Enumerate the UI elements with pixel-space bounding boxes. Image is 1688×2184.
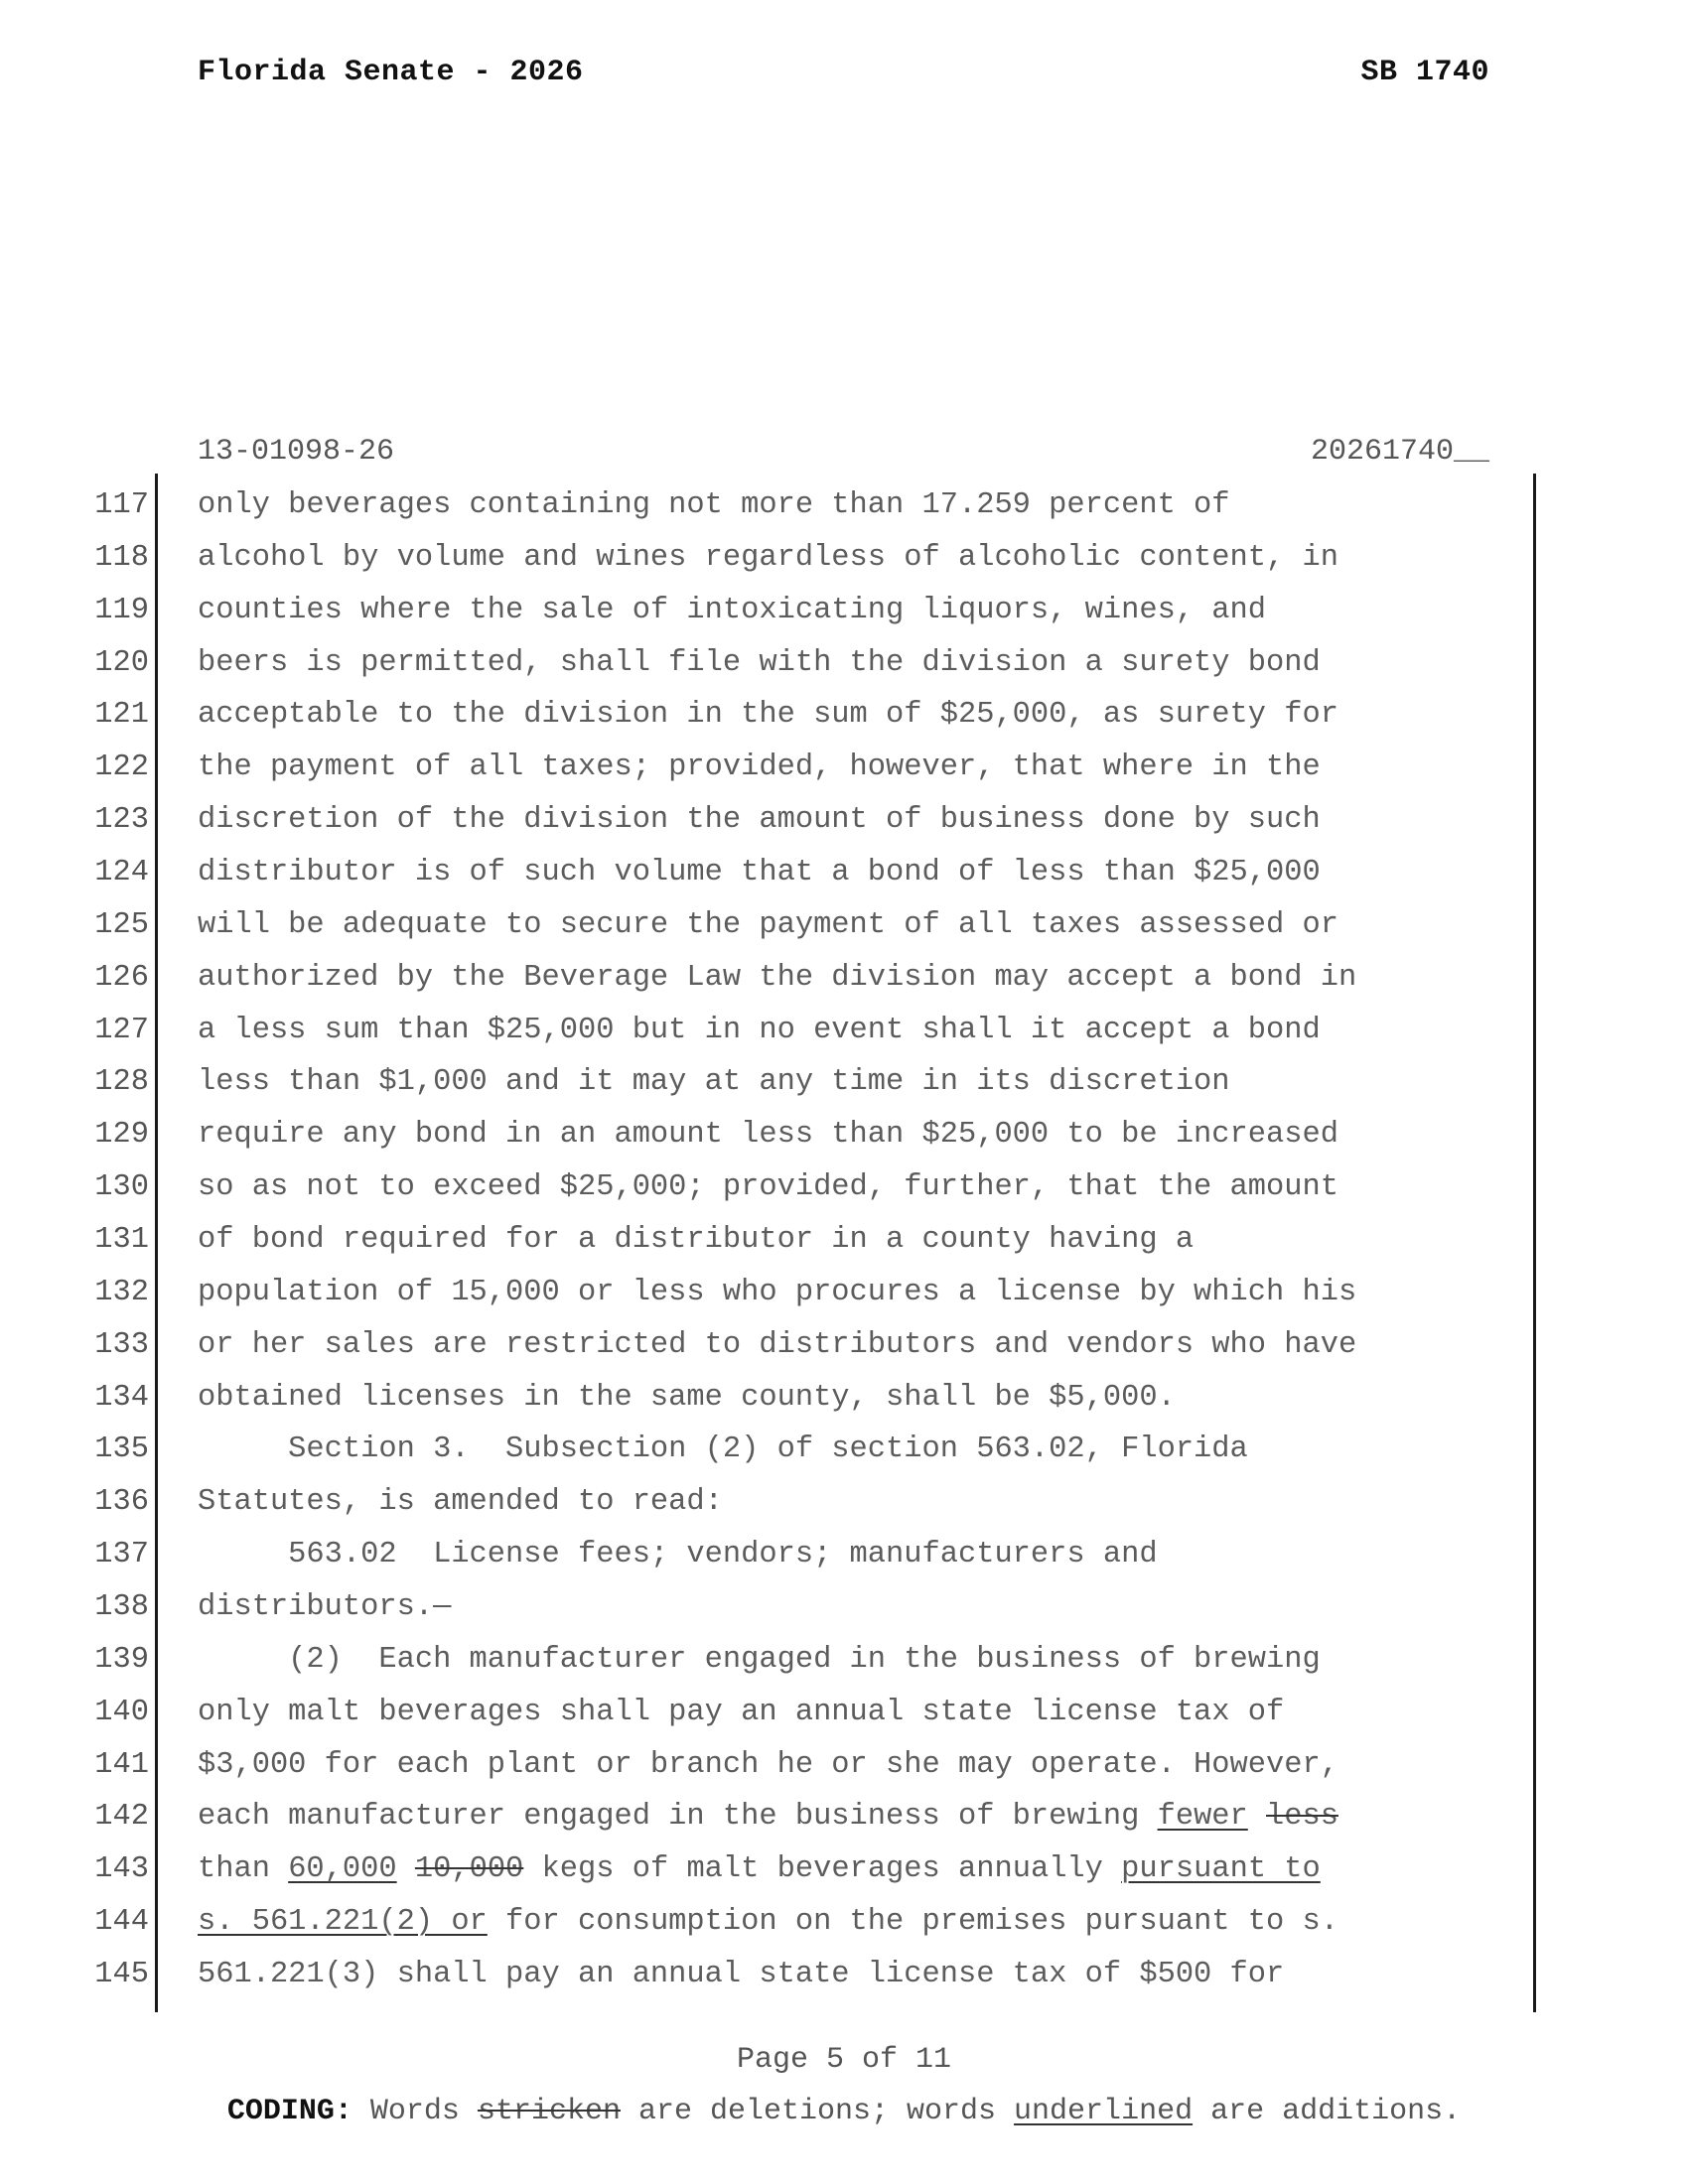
- draft-code: 13-01098-26: [198, 435, 395, 469]
- bill-line: [0, 1739, 1688, 1792]
- line-text: [198, 794, 1321, 847]
- line-number: 125: [94, 907, 149, 942]
- text-segment: will be adequate to secure the payment of all taxes assessed or: [198, 907, 1338, 942]
- coding-text-2: are deletions; words: [620, 2095, 1015, 2128]
- added-text: 60,000: [288, 1852, 397, 1887]
- coding-legend: [0, 2095, 1688, 2128]
- line-number: 123: [94, 803, 149, 838]
- bill-line: [0, 1634, 1688, 1687]
- bill-line: [0, 847, 1688, 899]
- line-text: [198, 1319, 1356, 1372]
- text-segment: each manufacturer engaged in the business of brewing: [198, 1800, 1158, 1835]
- text-segment: the payment of all taxes; provided, however, that where in the: [198, 751, 1321, 785]
- text-segment: Section 3. Subsection (2) of section 563.02, Florida: [198, 1433, 1248, 1467]
- text-segment: than: [198, 1852, 289, 1887]
- line-text: [198, 1634, 1321, 1687]
- bill-line: [0, 794, 1688, 847]
- coding-stricken-example: stricken: [477, 2095, 621, 2128]
- text-segment: counties where the sale of intoxicating liquors, wines, and: [198, 593, 1267, 627]
- bill-line: [0, 637, 1688, 690]
- line-number: 127: [94, 1013, 149, 1047]
- line-number: 120: [94, 645, 149, 680]
- bill-line: [0, 1267, 1688, 1319]
- bill-line: [0, 1109, 1688, 1161]
- bill-id-code: 20261740__: [1310, 435, 1489, 469]
- line-text: [198, 1896, 1338, 1949]
- line-text: [198, 1161, 1338, 1214]
- bill-line: [0, 1214, 1688, 1267]
- text-segment: a less sum than $25,000 but in no event shall it accept a bond: [198, 1013, 1321, 1047]
- bill-line: [0, 1791, 1688, 1843]
- line-number: 138: [94, 1590, 149, 1625]
- line-number: 141: [94, 1747, 149, 1782]
- bill-line: [0, 899, 1688, 952]
- added-text: pursuant to: [1121, 1852, 1321, 1887]
- coding-text-1: Words: [352, 2095, 478, 2128]
- line-number: 133: [94, 1327, 149, 1362]
- line-number: 145: [94, 1958, 149, 1992]
- text-segment: or her sales are restricted to distributors and vendors who have: [198, 1327, 1357, 1362]
- line-number: 132: [94, 1275, 149, 1309]
- line-text: [198, 1109, 1338, 1161]
- line-number: 134: [94, 1380, 149, 1415]
- line-text: [198, 1372, 1176, 1425]
- line-number: 139: [94, 1642, 149, 1677]
- bill-line: [0, 585, 1688, 637]
- line-text: [198, 479, 1230, 532]
- coding-underlined-example: underlined: [1014, 2095, 1194, 2128]
- coding-label: CODING:: [226, 2095, 352, 2128]
- line-text: [198, 1056, 1230, 1109]
- line-number: 130: [94, 1170, 149, 1205]
- bill-line: [0, 1424, 1688, 1476]
- deleted-text: 10,000: [414, 1852, 524, 1887]
- line-text: [198, 1739, 1338, 1792]
- line-number: 136: [94, 1485, 149, 1520]
- line-text: [198, 1791, 1338, 1843]
- line-text: [198, 1214, 1194, 1267]
- text-segment: authorized by the Beverage Law the division may accept a bond in: [198, 960, 1357, 995]
- line-text: [198, 952, 1356, 1005]
- text-segment: distributor is of such volume that a bond of less than $25,000: [198, 856, 1321, 890]
- line-text: [198, 532, 1338, 585]
- line-number: 142: [94, 1800, 149, 1835]
- text-segment: of bond required for a distributor in a county having a: [198, 1223, 1195, 1258]
- line-number: 140: [94, 1695, 149, 1729]
- text-segment: less than $1,000 and it may at any time in its discretion: [198, 1065, 1230, 1100]
- text-segment: alcohol by volume and wines regardless of alcoholic content, in: [198, 540, 1338, 575]
- bill-line: [0, 952, 1688, 1005]
- line-number: 137: [94, 1538, 149, 1572]
- line-number: 124: [94, 856, 149, 890]
- text-segment: 561.221(3) shall pay an annual state license tax of $500 for: [198, 1958, 1285, 1992]
- line-text: [198, 1581, 451, 1634]
- line-text: [198, 1529, 1158, 1581]
- line-number: 129: [94, 1118, 149, 1153]
- bill-line: [0, 479, 1688, 532]
- bill-line: [0, 532, 1688, 585]
- line-text: [198, 847, 1321, 899]
- text-segment: only malt beverages shall pay an annual state license tax of: [198, 1695, 1285, 1729]
- line-number: 126: [94, 960, 149, 995]
- text-segment: [397, 1852, 415, 1886]
- line-number: 128: [94, 1065, 149, 1100]
- text-segment: Statutes, is amended to read:: [198, 1485, 723, 1520]
- bill-line: [0, 1476, 1688, 1529]
- line-text: [198, 1843, 1321, 1896]
- text-segment: obtained licenses in the same county, shall be $5,000.: [198, 1380, 1176, 1415]
- text-segment: $3,000 for each plant or branch he or she may operate. However,: [198, 1747, 1338, 1782]
- line-number: 117: [94, 488, 149, 522]
- bill-line: [0, 689, 1688, 742]
- bill-line: [0, 1005, 1688, 1057]
- bill-line: [0, 742, 1688, 794]
- line-text: [198, 742, 1321, 794]
- line-number: 119: [94, 593, 149, 627]
- header-bill-number: SB 1740: [1360, 56, 1489, 89]
- header-chamber-year: Florida Senate - 2026: [198, 56, 584, 89]
- text-segment: kegs of malt beverages annually: [523, 1852, 1122, 1887]
- bill-text-body: [0, 479, 1688, 2001]
- text-segment: for consumption on the premises pursuant to s.: [487, 1905, 1338, 1940]
- deleted-text: less: [1266, 1800, 1338, 1835]
- line-number: 143: [94, 1852, 149, 1887]
- line-number: 144: [94, 1905, 149, 1940]
- bill-line: [0, 1581, 1688, 1634]
- bill-line: [0, 1949, 1688, 2001]
- line-number: 135: [94, 1433, 149, 1467]
- added-text: fewer: [1157, 1800, 1248, 1835]
- line-text: [198, 1949, 1284, 2001]
- line-number: 121: [94, 698, 149, 733]
- bill-line: [0, 1319, 1688, 1372]
- bill-line: [0, 1529, 1688, 1581]
- line-text: [198, 899, 1338, 952]
- line-text: [198, 1424, 1248, 1476]
- added-text: s. 561.221(2) or: [198, 1905, 488, 1940]
- text-segment: only beverages containing not more than 17.259 percent of: [198, 488, 1230, 522]
- text-segment: 563.02 License fees; vendors; manufacturers and: [198, 1538, 1158, 1572]
- line-number: 118: [94, 540, 149, 575]
- text-segment: acceptable to the division in the sum of $25,000, as surety for: [198, 698, 1338, 733]
- bill-line: [0, 1843, 1688, 1896]
- coding-text-3: are additions.: [1193, 2095, 1462, 2128]
- text-segment: distributors.—: [198, 1590, 452, 1625]
- text-segment: so as not to exceed $25,000; provided, further, that the amount: [198, 1170, 1338, 1205]
- bill-line: [0, 1687, 1688, 1739]
- text-segment: [1248, 1800, 1266, 1834]
- line-number: 122: [94, 751, 149, 785]
- bill-line: [0, 1896, 1688, 1949]
- text-segment: population of 15,000 or less who procures a license by which his: [198, 1275, 1357, 1309]
- line-text: [198, 1005, 1321, 1057]
- text-segment: beers is permitted, shall file with the division a surety bond: [198, 645, 1321, 680]
- line-text: [198, 585, 1266, 637]
- line-text: [198, 1687, 1284, 1739]
- line-text: [198, 1267, 1356, 1319]
- text-segment: discretion of the division the amount of business done by such: [198, 803, 1321, 838]
- line-text: [198, 689, 1338, 742]
- line-text: [198, 637, 1321, 690]
- bill-line: [0, 1161, 1688, 1214]
- bill-line: [0, 1056, 1688, 1109]
- line-number: 131: [94, 1223, 149, 1258]
- text-segment: (2) Each manufacturer engaged in the business of brewing: [198, 1642, 1321, 1677]
- bill-line: [0, 1372, 1688, 1425]
- line-text: [198, 1476, 723, 1529]
- page-number: Page 5 of 11: [736, 2043, 952, 2077]
- text-segment: require any bond in an amount less than $25,000 to be increased: [198, 1118, 1338, 1153]
